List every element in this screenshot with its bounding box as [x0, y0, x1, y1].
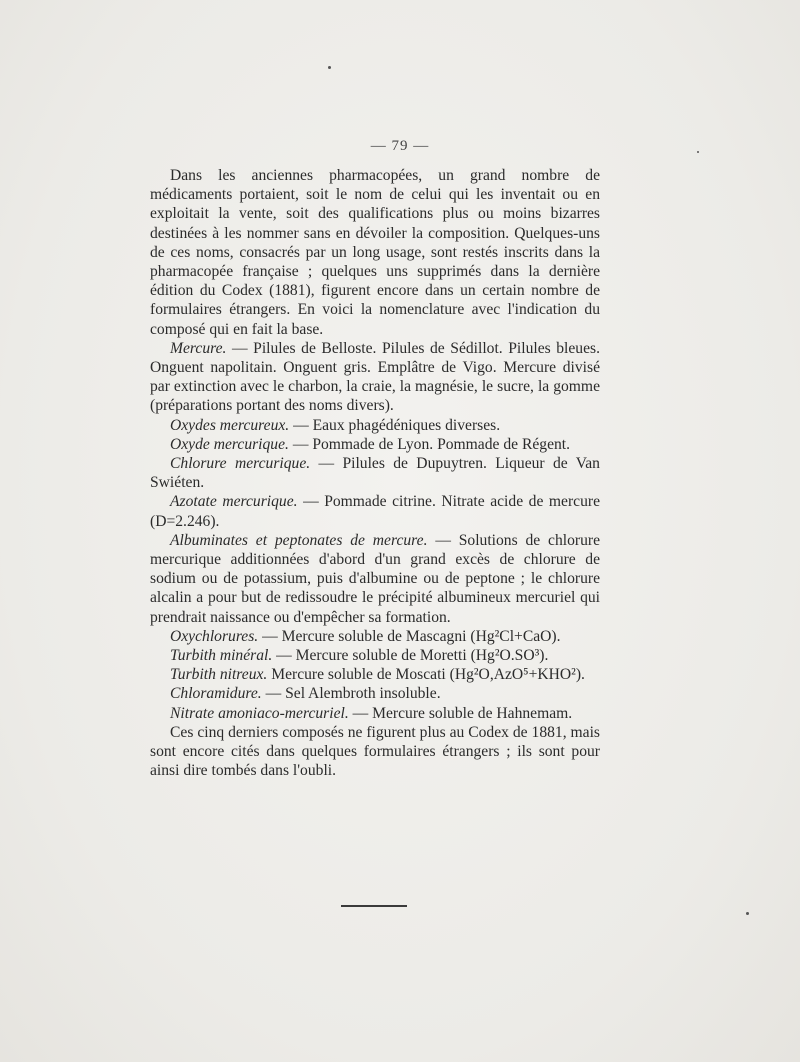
entry-text: — Eaux phagédéniques diverses.: [289, 416, 501, 434]
entry-paragraph: [150, 531, 600, 627]
entry-term: Azotate mercurique.: [170, 493, 298, 511]
body-text: [150, 166, 600, 781]
entry-paragraph: [150, 627, 600, 646]
entry-text: — Pommade de Lyon. Pommade de Régent.: [288, 435, 571, 453]
entry-text: Mercure soluble de Moscati (Hg²O,AzO⁵+KHO²).: [267, 666, 585, 684]
entry-term: Oxydes mercureux.: [170, 416, 290, 434]
entry-term: Mercure.: [170, 339, 227, 357]
entry-text: — Pommade citrine. Nitrate acide de mercure (D=2.246).: [150, 493, 600, 530]
entry-paragraph: [150, 665, 600, 684]
entry-text: — Sel Alembroth insoluble.: [261, 685, 441, 703]
closing-paragraph: Ces cinq derniers composés ne figurent plus au Codex de 1881, mais sont encore cités dans quelques formulaires étrangers ; ils sont pour ainsi dire tombés dans l'oubli.: [150, 723, 600, 780]
entry-term: Oxyde mercurique.: [170, 435, 289, 453]
entry-term: Albuminates et peptonates de mercure.: [170, 531, 428, 549]
entry-text: — Pilules de Dupuytren. Liqueur de Van Swiéten.: [150, 455, 600, 492]
entry-term: Oxychlorures.: [170, 627, 259, 645]
entry-paragraph: [150, 704, 600, 723]
section-rule: [341, 905, 407, 907]
entry-text: — Mercure soluble de Moretti (Hg²O.SO³).: [272, 647, 549, 665]
entry-text: — Solutions de chlorure mercurique additionnées d'abord d'un grand excès de chlorure de sodium ou de potassium, puis d'albumine ou de peptone ; le chlorure alcalin a pour but de redissoudre le précipité albumineux mercuriel qui prendrait naissance ou d'empêcher sa formation.: [150, 531, 600, 626]
entry-term: Chlorure mercurique.: [170, 455, 311, 473]
intro-paragraph: Dans les anciennes pharmacopées, un grand nombre de médicaments portaient, soit le nom de celui qui les inventait ou en exploitait la vente, soit des qualifications plus ou moins bizarres destinées à les nommer sans en dévoiler la composition. Quelques-uns de ces noms, consacrés par un long usage, sont restés inscrits dans la pharmacopée française ; quelques uns supprimés dans la dernière édition du Codex (1881), figurent encore dans un certain nombre de formulaires étrangers. En voici la nomenclature avec l'indication du composé qui en fait la base.: [150, 167, 600, 338]
entry-text: — Pilules de Belloste. Pilules de Sédillot. Pilules bleues. Onguent napolitain. Onguent gris. Emplâtre de Vigo. Mercure divisé par extinction avec le charbon, la craie, la magnésie, le sucre, la gomme (préparations portant des noms divers).: [150, 339, 600, 415]
ink-speck: [328, 66, 331, 69]
entry-paragraph: [150, 339, 600, 416]
entry-paragraph: [150, 492, 600, 530]
entry-term: Turbith minéral.: [170, 647, 273, 665]
ink-speck: [746, 912, 749, 915]
entry-paragraph: [150, 684, 600, 703]
entry-text: — Mercure soluble de Mascagni (Hg²Cl+CaO).: [258, 627, 561, 645]
entry-term: Chloramidure.: [170, 685, 262, 703]
entry-text: — Mercure soluble de Hahnemam.: [348, 704, 573, 722]
entry-term: Nitrate amoniaco-mercuriel.: [170, 704, 349, 722]
entry-term: Turbith nitreux.: [170, 666, 268, 684]
entry-paragraph: [150, 454, 600, 492]
entry-paragraph: [150, 646, 600, 665]
page-number: — 79 —: [370, 138, 430, 154]
entry-paragraph: [150, 435, 600, 454]
entry-paragraph: [150, 416, 600, 435]
